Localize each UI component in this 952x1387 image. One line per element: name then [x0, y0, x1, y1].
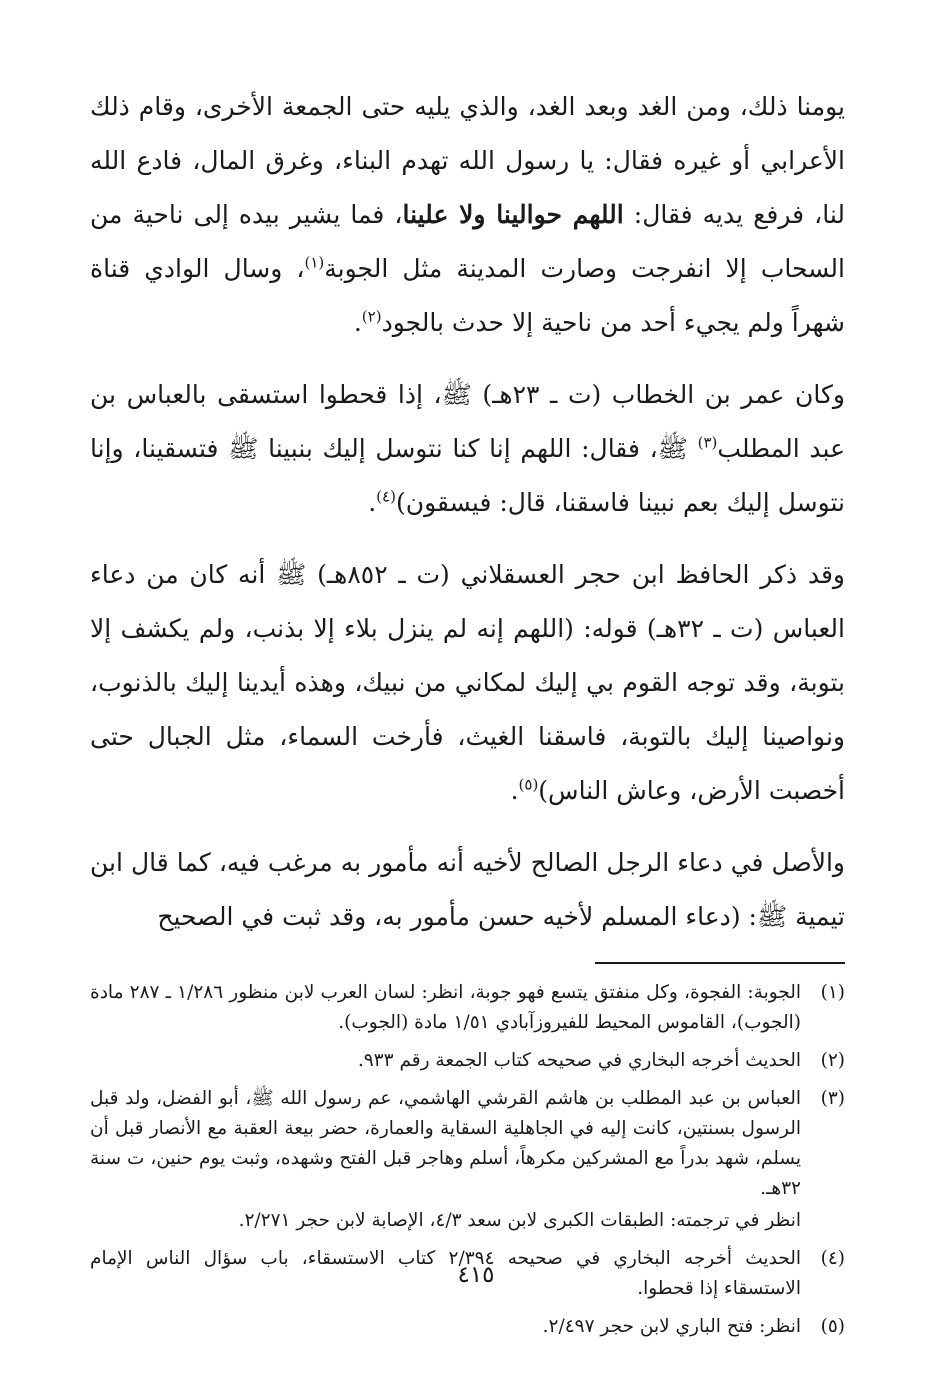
footnote-number: (١) [820, 982, 845, 1003]
paragraph-text: ، فما يشير بيده إلى ناحية من السحاب إلا انفرجت وصارت المدينة مثل الجوبة [90, 200, 845, 283]
footnote-ref-2[interactable]: (٢) [361, 307, 382, 326]
footnote-text: انظر: فتح الباري لابن حجر ٢/٤٩٧. [542, 1316, 801, 1337]
footnote-ref-4[interactable]: (٤) [376, 487, 396, 506]
page-number: ٤١٥ [457, 1262, 495, 1288]
paragraph-2 [90, 368, 845, 530]
paragraph-text: ﷺ، فقال: اللهم إنا كنا نتوسل إليك بنبينا ﷺ فتسقينا، وإنا نتوسل إليك بعم نبينا فاسقنا، قال: فيسقون) [90, 434, 845, 517]
paragraph-text: ، وسال الوادي قناة شهراً ولم يجيء أحد من ناحية إلا حدث بالجود [90, 254, 845, 337]
footnote-3 [90, 1084, 845, 1236]
footnote-number: (٢) [820, 1050, 845, 1071]
footnote-text: العباس بن عبد المطلب بن هاشم القرشي الهاشمي، عم رسول الله ﷺ، أبو الفضل، ولد قبل الرسول بسنتين، كانت إليه في الجاهلية السقاية والعمارة، حضر بيعة العقبة مع الأنصار قبل أن يسلم، شهد بدراً مع المشركين مكرهاً، أسلم وهاجر قبل الفتح وشهده، وثبت يوم حنين، ت سنة ٣٢هـ. [90, 1088, 801, 1199]
page-content [90, 80, 845, 1350]
footnote-number: (٤) [820, 1248, 845, 1269]
paragraph-3 [90, 548, 845, 818]
footnote-5 [90, 1312, 845, 1342]
footnote-number: (٣) [820, 1088, 845, 1109]
footnote-text: الحديث أخرجه البخاري في صحيحه ٢/٣٩٤ كتاب الاستسقاء، باب سؤال الناس الإمام الاستسقاء إذا قحطوا. [90, 1248, 801, 1299]
paragraph-text: وكان عمر بن الخطاب (ت ـ ٢٣هـ) ﷺ، إذا قحطوا استسقى بالعباس بن عبد المطلب [90, 380, 845, 463]
footnote-1 [90, 978, 845, 1038]
footnote-ref-1[interactable]: (١) [304, 253, 325, 272]
paragraph-text: وقد ذكر الحافظ ابن حجر العسقلاني (ت ـ ٨٥٢هـ) ﷺ أنه كان من دعاء العباس (ت ـ ٣٢هـ) قوله: (اللهم إنه لم ينزل بلاء إلا بذنب، ولم يكشف إلا بتوبة، وقد توجه القوم بي إليك لمكاني من نبيك، وهذه أيدينا إليك بالذنوب، ونواصينا إليك بالتوبة، فاسقنا الغيث، فأرخت السماء، مثل الجبال حتى أخصبت الأرض، وعاش الناس) [90, 560, 845, 805]
paragraph-1 [90, 80, 845, 350]
paragraph-text: . [510, 776, 519, 805]
footnote-text: الحديث أخرجه البخاري في صحيحه كتاب الجمعة رقم ٩٣٣. [357, 1050, 801, 1071]
footnote-text: انظر في ترجمته: الطبقات الكبرى لابن سعد ٤/٣، الإصابة لابن حجر ٢/٢٧١. [238, 1210, 801, 1231]
paragraph-text: . [368, 488, 377, 517]
footnote-ref-3[interactable]: (٣) [697, 433, 718, 452]
paragraph-4 [90, 836, 845, 944]
footnote-text: الجوبة: الفجوة، وكل منفتق يتسع فهو جوبة، انظر: لسان العرب لابن منظور ١/٢٨٦ ـ ٢٨٧ مادة (الجوب)، القاموس المحيط للفيروزآبادي ١/٥١ مادة (الجوب). [90, 982, 801, 1033]
bold-quote: اللهم حوالينا ولا علينا [402, 200, 624, 229]
paragraph-text: يومنا ذلك، ومن الغد وبعد الغد، والذي يليه حتى الجمعة الأخرى، وقام ذلك الأعرابي أو غيره فقال: يا رسول الله تهدم البناء، وغرق المال، فادع الله لنا، فرفع يديه فقال: [90, 92, 845, 229]
footnote-ref-5[interactable]: (٥) [518, 775, 539, 794]
paragraph-text: والأصل في دعاء الرجل الصالح لأخيه أنه مأمور به مرغب فيه، كما قال ابن تيمية ﷺ: (دعاء المسلم لأخيه حسن مأمور به، وقد ثبت في الصحيح [90, 848, 845, 931]
footnote-separator [595, 962, 845, 964]
footnote-number: (٥) [820, 1316, 845, 1337]
footnote-body [90, 1084, 801, 1236]
paragraph-text: . [353, 308, 362, 337]
footnote-2 [90, 1046, 845, 1076]
